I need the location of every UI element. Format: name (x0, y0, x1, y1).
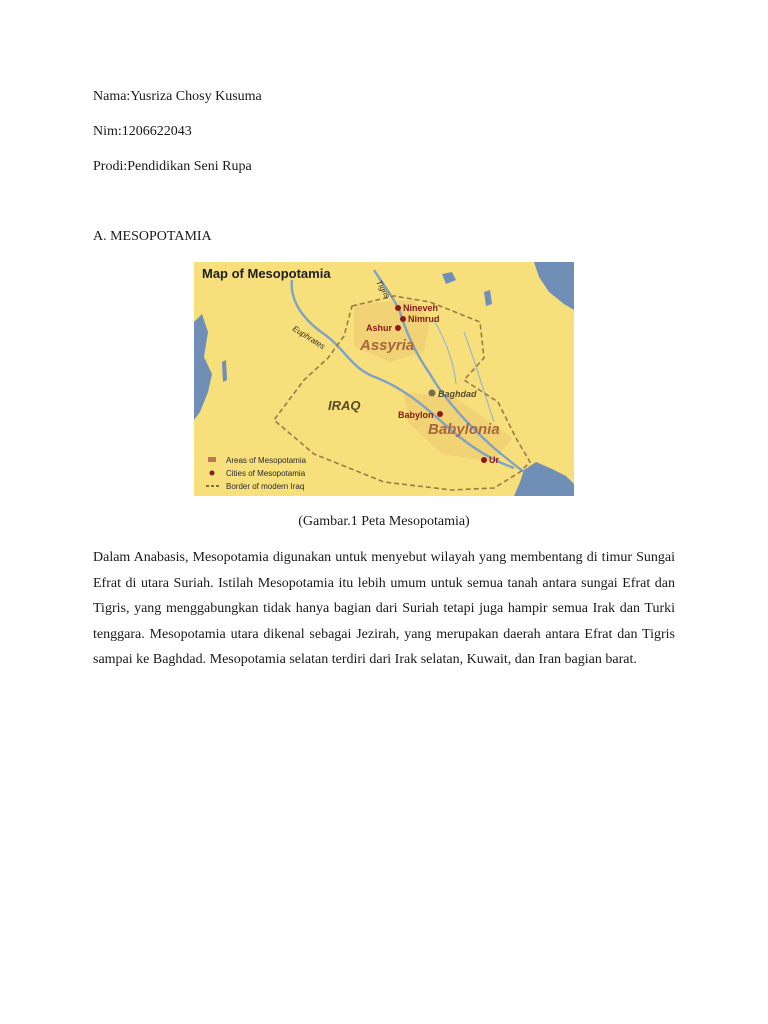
legend-swatch-areas (208, 457, 216, 462)
student-id: Nim:1206622043 (93, 124, 192, 139)
city-label-ur: Ur (489, 455, 500, 465)
city-dot-ashur (395, 325, 401, 331)
legend-swatch-cities (210, 471, 215, 476)
city-label-nimrud: Nimrud (408, 314, 440, 324)
legend-label-cities: Cities of Mesopotamia (226, 469, 306, 478)
legend-label-areas: Areas of Mesopotamia (226, 456, 307, 465)
body-paragraph: Dalam Anabasis, Mesopotamia digunakan untuk menyebut wilayah yang membentang di timur Sungai Efrat di utara Suriah. Istilah Mesopotamia itu lebih umum untuk semua tanah antara sungai Efrat dan Tigris, yang menggabungkan tidak hanya bagian dari Suriah tetapi juga hampir semua Irak dan Turki tenggara. Mesopotamia utara dikenal sebagai Jezirah, yang merupakan daerah antara Efrat dan Tigris sampai ke Baghdad. Mesopotamia selatan terdiri dari Irak selatan, Kuwait, dan Iran bagian barat. (93, 550, 675, 668)
city-label-ashur: Ashur (366, 323, 393, 333)
city-label-babylon: Babylon (398, 410, 434, 420)
city-label-baghdad: Baghdad (438, 389, 477, 399)
tigris-label: Tigris (374, 278, 392, 300)
study-program: Prodi:Pendidikan Seni Rupa (93, 159, 252, 174)
euphrates-label: Euphrates (290, 324, 327, 352)
map-title: Map of Mesopotamia (202, 266, 331, 281)
region-label-iraq: IRAQ (328, 398, 361, 413)
city-dot-ur (481, 457, 487, 463)
city-dot-nineveh (395, 305, 401, 311)
city-label-nineveh: Nineveh (403, 303, 439, 313)
region-label-assyria: Assyria (360, 337, 415, 354)
section-heading: A. MESOPOTAMIA (93, 229, 212, 244)
mesopotamia-map (194, 262, 574, 496)
legend-label-border: Border of modern Iraq (226, 482, 305, 491)
figure-caption: (Gambar.1 Peta Mesopotamia) (298, 514, 470, 529)
student-name: Nama:Yusriza Chosy Kusuma (93, 89, 262, 104)
city-dot-baghdad (429, 390, 436, 397)
city-dot-nimrud (400, 316, 406, 322)
region-label-babylonia: Babylonia (428, 421, 500, 438)
city-dot-babylon (437, 411, 443, 417)
